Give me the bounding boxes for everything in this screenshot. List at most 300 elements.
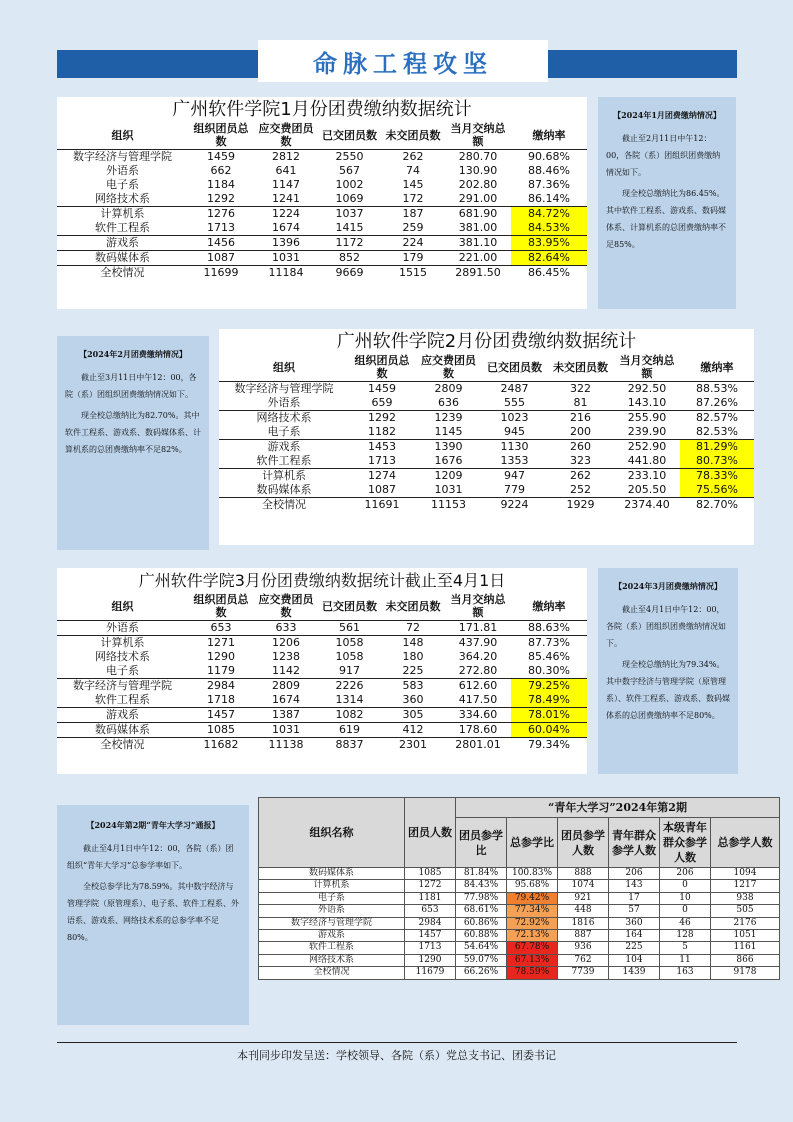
table-cell: 数码媒体系: [57, 723, 188, 738]
table-cell: 1241: [272, 192, 300, 205]
table-cell: 数字经济与管理学院: [57, 679, 188, 694]
table-header-cell: 当月交纳总额: [445, 592, 511, 621]
table-cell: 636: [438, 396, 459, 409]
table-header-cell: 应交费团员数: [415, 353, 482, 382]
table-row: [259, 880, 780, 892]
table-cell: 143.10: [627, 396, 667, 409]
ys-header-total-count: 总参学人数: [711, 818, 780, 868]
table-cell: 11682: [188, 738, 254, 753]
table-cell: 81.84%: [456, 868, 507, 880]
table-cell: 612.60: [445, 679, 511, 694]
table-cell: 206: [609, 868, 660, 880]
table-cell: 全校情况: [57, 266, 188, 281]
table-cell: 947: [482, 469, 547, 484]
table-cell: 1161: [711, 942, 780, 954]
table-row: [57, 664, 587, 679]
table-cell: 262: [402, 150, 424, 163]
table-cell: 1290: [207, 650, 235, 663]
table-cell: 1147: [272, 178, 300, 191]
table-cell: 171.81: [458, 621, 498, 634]
table-cell: 1145: [434, 425, 463, 438]
table-cell: 2301: [381, 738, 445, 753]
table-cell: 数码媒体系: [57, 251, 188, 266]
table-cell: 2984: [405, 917, 456, 929]
table-cell: 57: [609, 905, 660, 917]
table-cell: 9224: [482, 498, 547, 513]
jan-note-title: 【2024年1月团费缴纳情况】: [613, 110, 721, 120]
table-row: [259, 905, 780, 917]
ys-group-title: “青年大学习”2024年第2期: [456, 798, 780, 818]
ys-note-p2: 全校总参学比为78.59%。其中数字经济与管理学院（原管理系）、电子系、软件工程系、外语系、游戏系、网络技术系的总参学率不足80%。: [67, 882, 239, 942]
footer-divider: [57, 1042, 737, 1043]
table-header-cell: 未交团员数: [547, 353, 614, 382]
table-cell: 619: [318, 723, 381, 738]
table-cell: 87.26%: [696, 396, 738, 409]
table-cell: 外语系: [106, 164, 139, 177]
table-cell: 7739: [558, 967, 609, 979]
table-cell: 1676: [434, 454, 463, 467]
jan-note: [598, 97, 736, 309]
table-cell: 84.43%: [456, 880, 507, 892]
table-cell: 计算机系: [259, 880, 405, 892]
table-cell: 8837: [318, 738, 381, 753]
table-cell: 322: [570, 382, 591, 395]
table-cell: 1172: [318, 236, 381, 251]
table-cell: 网络技术系: [259, 954, 405, 966]
table-cell: 1238: [272, 650, 300, 663]
table-cell: 11699: [188, 266, 254, 281]
table-cell: 90.68%: [528, 150, 570, 163]
table-cell: 762: [558, 954, 609, 966]
table-cell: 417.50: [458, 693, 498, 706]
mar-note-p1: 截止至4月1日中午12：00，各院（系）团组织团费缴纳情况如下。: [606, 605, 726, 648]
table-header-row: [57, 121, 587, 150]
table-cell: 85.46%: [528, 650, 570, 663]
table-cell: 网络技术系: [219, 411, 349, 426]
table-cell: 233.10: [614, 469, 680, 484]
table-cell: 1929: [547, 498, 614, 513]
table-cell: 86.45%: [511, 266, 587, 281]
table-cell: 游戏系: [219, 440, 349, 455]
mar-note: [598, 568, 738, 774]
table-cell: 202.80: [458, 178, 498, 191]
table-cell: 计算机系: [57, 207, 188, 222]
table-cell: 1179: [207, 664, 235, 677]
table-cell: 1457: [188, 708, 254, 723]
table-cell: 852: [318, 251, 381, 266]
table-cell: 1069: [335, 192, 364, 205]
table-cell: 60.04%: [511, 723, 587, 738]
table-row: [57, 207, 587, 222]
table-cell: 1292: [349, 411, 415, 426]
table-cell: 779: [504, 483, 525, 496]
table-cell: 291.00: [458, 192, 498, 205]
table-cell: 1718: [207, 693, 235, 706]
table-cell: 1184: [207, 178, 235, 191]
table-cell: 205.50: [627, 483, 667, 496]
table-cell: 电子系: [106, 178, 139, 191]
ys-header-local-youth-count: 本级青年群众参学人数: [660, 818, 711, 868]
feb-note: [57, 336, 209, 550]
table-cell: 网络技术系: [95, 192, 150, 205]
table-cell: 1031: [434, 483, 463, 496]
table-cell: 电子系: [267, 425, 301, 438]
table-cell: 659: [371, 396, 393, 409]
table-cell: 78.59%: [507, 967, 558, 979]
table-cell: 72.92%: [507, 917, 558, 929]
table-cell: 681.90: [445, 207, 511, 222]
table-row: [219, 411, 754, 426]
table-header-cell: 缴纳率: [511, 592, 587, 621]
table-row: [219, 440, 754, 455]
table-cell: 172: [402, 192, 424, 205]
table-cell: 2374.40: [614, 498, 680, 513]
table-cell: 游戏系: [259, 930, 405, 942]
table-cell: 数码媒体系: [259, 868, 405, 880]
table-cell: 86.14%: [528, 192, 570, 205]
table-cell: 1456: [188, 236, 254, 251]
table-cell: 1051: [711, 930, 780, 942]
table-header-cell: 缴纳率: [680, 353, 754, 382]
table-cell: 1713: [207, 221, 235, 234]
table-cell: 1085: [405, 868, 456, 880]
table-cell: 全校情况: [219, 498, 349, 513]
table-cell: 81: [573, 396, 588, 409]
table-row: [57, 636, 587, 651]
table-cell: 1206: [254, 636, 318, 651]
mar-note-title: 【2024年3月团费缴纳情况】: [614, 581, 722, 591]
table-cell: 1058: [335, 650, 364, 663]
table-cell: 206: [660, 868, 711, 880]
table-cell: 数字经济与管理学院: [259, 917, 405, 929]
table-cell: 10: [660, 892, 711, 904]
table-cell: 104: [609, 954, 660, 966]
table-cell: 54.64%: [456, 942, 507, 954]
table-cell: 260: [547, 440, 614, 455]
table-cell: 555: [504, 396, 525, 409]
table-row: [259, 868, 780, 880]
ys-header-youth-count: 青年群众参学人数: [609, 818, 660, 868]
table-cell: 1082: [318, 708, 381, 723]
table-cell: 75.56%: [680, 483, 754, 498]
table-cell: 323: [570, 454, 591, 467]
mar-table: [57, 592, 587, 752]
table-cell: 网络技术系: [95, 650, 150, 663]
table-cell: 82.57%: [680, 411, 754, 426]
table-cell: 1094: [711, 868, 780, 880]
table-cell: 2226: [318, 679, 381, 694]
table-row: [219, 396, 754, 411]
table-cell: 262: [547, 469, 614, 484]
table-cell: 67.78%: [507, 942, 558, 954]
table-row: [57, 251, 587, 266]
table-row: [57, 693, 587, 708]
table-cell: 178.60: [445, 723, 511, 738]
table-cell: 200: [570, 425, 591, 438]
table-cell: 数码媒体系: [256, 483, 312, 496]
table-row: [259, 954, 780, 966]
table-cell: 9178: [711, 967, 780, 979]
table-cell: 电子系: [106, 664, 139, 677]
table-cell: 81.29%: [680, 440, 754, 455]
table-row: [57, 650, 587, 664]
table-cell: 1142: [272, 664, 300, 677]
table-cell: 74: [406, 164, 420, 177]
table-cell: 79.42%: [507, 892, 558, 904]
table-cell: 1058: [318, 636, 381, 651]
table-cell: 292.50: [627, 382, 667, 395]
table-cell: 272.80: [458, 664, 498, 677]
table-cell: 2984: [188, 679, 254, 694]
table-cell: 163: [660, 967, 711, 979]
table-cell: 334.60: [445, 708, 511, 723]
table-header-cell: 当月交纳总额: [614, 353, 680, 382]
table-cell: 1674: [272, 693, 300, 706]
table-cell: 1415: [335, 221, 364, 234]
table-cell: 239.90: [627, 425, 667, 438]
table-cell: 0: [660, 905, 711, 917]
table-cell: 1515: [381, 266, 445, 281]
table-cell: 外语系: [259, 905, 405, 917]
table-row: [57, 738, 587, 753]
table-cell: 143: [609, 880, 660, 892]
table-cell: 221.00: [445, 251, 511, 266]
table-header-cell: 组织团员总数: [349, 353, 415, 382]
table-header-cell: 已交团员数: [482, 353, 547, 382]
table-cell: 164: [609, 930, 660, 942]
table-cell: 225: [402, 664, 424, 677]
table-cell: 1031: [254, 251, 318, 266]
table-cell: 80.73%: [680, 454, 754, 469]
table-row: [57, 266, 587, 281]
table-cell: 1085: [188, 723, 254, 738]
table-cell: 79.25%: [511, 679, 587, 694]
table-cell: 1396: [254, 236, 318, 251]
table-cell: 84.72%: [511, 207, 587, 222]
table-cell: 82.53%: [696, 425, 738, 438]
table-cell: 305: [381, 708, 445, 723]
table-cell: 1271: [188, 636, 254, 651]
table-cell: 87.36%: [528, 178, 570, 191]
table-cell: 1239: [415, 411, 482, 426]
table-row: [57, 723, 587, 738]
table-cell: 11: [660, 954, 711, 966]
table-cell: 1276: [188, 207, 254, 222]
mar-table-title: 广州软件学院3月份团费缴纳数据统计截止至4月1日: [138, 571, 506, 590]
jan-table-panel: [57, 97, 587, 309]
table-cell: 78.33%: [680, 469, 754, 484]
table-cell: 1387: [254, 708, 318, 723]
table-cell: 1130: [482, 440, 547, 455]
table-cell: 1713: [368, 454, 396, 467]
ys-header-members: 团员人数: [405, 798, 456, 868]
table-cell: 412: [381, 723, 445, 738]
table-cell: 1459: [207, 150, 235, 163]
table-cell: 224: [381, 236, 445, 251]
table-cell: 567: [339, 164, 360, 177]
table-cell: 5: [660, 942, 711, 954]
table-cell: 全校情况: [57, 738, 188, 753]
table-cell: 1457: [405, 930, 456, 942]
table-cell: 11138: [254, 738, 318, 753]
table-cell: 887: [558, 930, 609, 942]
table-cell: 259: [402, 221, 424, 234]
table-cell: 1290: [405, 954, 456, 966]
table-cell: 148: [381, 636, 445, 651]
table-cell: 1037: [318, 207, 381, 222]
table-cell: 561: [339, 621, 360, 634]
table-cell: 1087: [368, 483, 396, 496]
table-cell: 9669: [318, 266, 381, 281]
table-header-cell: 组织团员总数: [188, 592, 254, 621]
table-cell: 2809: [254, 679, 318, 694]
table-cell: 82.64%: [511, 251, 587, 266]
table-row: [57, 150, 587, 165]
table-cell: 79.34%: [511, 738, 587, 753]
table-cell: 数字经济与管理学院: [73, 150, 172, 163]
table-cell: 1713: [405, 942, 456, 954]
table-cell: 641: [275, 164, 297, 177]
table-cell: 88.46%: [528, 164, 570, 177]
table-row: [219, 425, 754, 440]
table-header-cell: 应交费团员数: [254, 121, 318, 150]
table-cell: 441.80: [627, 454, 667, 467]
table-cell: 11679: [405, 967, 456, 979]
table-cell: 583: [381, 679, 445, 694]
table-cell: 225: [609, 942, 660, 954]
jan-note-p2: 现全校总缴纳比为86.45%。其中软件工程系、游戏系、数码媒体系、计算机系的总团费缴纳率不足85%。: [606, 189, 726, 249]
table-row: [259, 892, 780, 904]
table-cell: 84.53%: [511, 221, 587, 236]
table-cell: 1209: [415, 469, 482, 484]
table-cell: 67.13%: [507, 954, 558, 966]
table-cell: 130.90: [458, 164, 498, 177]
feb-table: [219, 353, 754, 512]
table-cell: 83.95%: [511, 236, 587, 251]
feb-note-title: 【2024年2月团费缴纳情况】: [79, 349, 187, 359]
table-cell: 381.00: [458, 221, 498, 234]
table-cell: 60.86%: [456, 917, 507, 929]
table-row: [219, 498, 754, 513]
mar-note-p2: 现全校总缴纳比为79.34%。其中数字经济与管理学院（原管理系）、软件工程系、游戏系、数码媒体系的总团费缴纳率不足80%。: [606, 660, 730, 720]
table-row: [57, 164, 587, 178]
table-row: [259, 930, 780, 942]
footer-text: 本刊同步印发呈送：学校领导、各院（系）党总支书记、团委书记: [237, 1049, 556, 1062]
table-row: [57, 192, 587, 207]
table-cell: 游戏系: [57, 236, 188, 251]
youth-study-group-row: [259, 798, 780, 818]
table-cell: 1181: [405, 892, 456, 904]
table-header-cell: 未交团员数: [381, 121, 445, 150]
table-cell: 59.07%: [456, 954, 507, 966]
ys-header-member-count: 团员参学人数: [558, 818, 609, 868]
table-cell: 662: [210, 164, 232, 177]
table-header-cell: 应交费团员数: [254, 592, 318, 621]
table-cell: 1272: [405, 880, 456, 892]
table-cell: 1074: [558, 880, 609, 892]
jan-note-p1: 截止至2月11日中午12：00，各院（系）团组织团费缴纳情况如下。: [606, 134, 721, 177]
table-cell: 1002: [335, 178, 364, 191]
table-cell: 2550: [335, 150, 364, 163]
table-cell: 88.53%: [696, 382, 738, 395]
ys-note-title: 【2024年第2期“青年大学习”通报】: [86, 820, 220, 830]
table-cell: 100.83%: [507, 868, 558, 880]
table-row: [259, 917, 780, 929]
table-cell: 全校情况: [259, 967, 405, 979]
ys-header-total-ratio: 总参学比: [507, 818, 558, 868]
table-cell: 280.70: [458, 150, 498, 163]
table-cell: 78.49%: [511, 693, 587, 708]
table-row: [259, 942, 780, 954]
table-header-cell: 未交团员数: [381, 592, 445, 621]
feb-table-panel: [219, 329, 754, 545]
table-cell: 2809: [434, 382, 463, 395]
table-cell: 633: [275, 621, 297, 634]
table-header-cell: 当月交纳总额: [445, 121, 511, 150]
table-cell: 1439: [609, 967, 660, 979]
table-cell: 1390: [415, 440, 482, 455]
table-cell: 78.01%: [511, 708, 587, 723]
table-cell: 0: [660, 880, 711, 892]
table-header-cell: 组织: [219, 353, 349, 382]
table-cell: 2176: [711, 917, 780, 929]
table-header-cell: 已交团员数: [318, 121, 381, 150]
table-cell: 888: [558, 868, 609, 880]
table-cell: 46: [660, 917, 711, 929]
table-cell: 1087: [188, 251, 254, 266]
table-cell: 1182: [368, 425, 396, 438]
table-cell: 游戏系: [57, 708, 188, 723]
table-cell: 计算机系: [219, 469, 349, 484]
youth-study-table: [258, 797, 780, 980]
table-cell: 87.73%: [511, 636, 587, 651]
table-row: [57, 679, 587, 694]
table-header-cell: 缴纳率: [511, 121, 587, 150]
table-cell: 11691: [349, 498, 415, 513]
table-cell: 72: [406, 621, 420, 634]
table-row: [259, 967, 780, 979]
ys-note-p1: 截止至4月1日中午12：00，各院（系）团组织“青年大学习”总参学率如下。: [67, 844, 234, 870]
table-cell: 505: [711, 905, 780, 917]
table-cell: 软件工程系: [95, 693, 150, 706]
table-header-row: [57, 592, 587, 621]
table-cell: 1274: [349, 469, 415, 484]
table-cell: 60.88%: [456, 930, 507, 942]
table-cell: 1217: [711, 880, 780, 892]
table-cell: 72.13%: [507, 930, 558, 942]
table-cell: 1674: [272, 221, 300, 234]
table-row: [219, 382, 754, 397]
table-cell: 180: [402, 650, 424, 663]
table-cell: 1459: [368, 382, 396, 395]
ys-header-org: 组织名称: [259, 798, 405, 868]
table-row: [57, 621, 587, 636]
youth-study-panel: [258, 797, 779, 980]
table-row: [57, 236, 587, 251]
table-cell: 95.68%: [507, 880, 558, 892]
table-row: [219, 469, 754, 484]
table-cell: 187: [381, 207, 445, 222]
table-cell: 252.90: [614, 440, 680, 455]
table-cell: 1314: [335, 693, 364, 706]
table-cell: 88.63%: [528, 621, 570, 634]
table-cell: 360: [402, 693, 424, 706]
table-cell: 17: [609, 892, 660, 904]
ys-header-member-ratio: 团员参学比: [456, 818, 507, 868]
feb-table-title: 广州软件学院2月份团费缴纳数据统计: [336, 331, 637, 352]
table-cell: 216: [547, 411, 614, 426]
table-cell: 80.30%: [528, 664, 570, 677]
